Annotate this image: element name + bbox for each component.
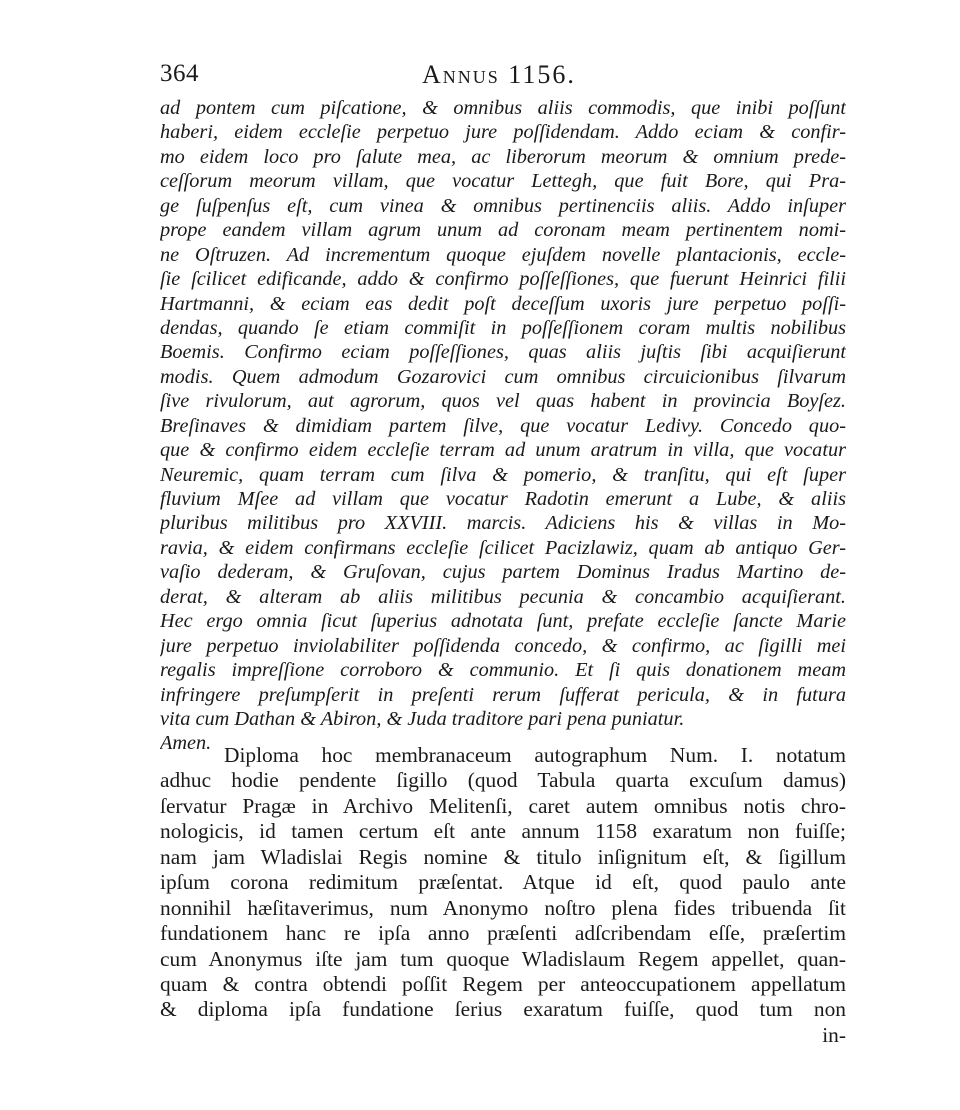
charter-line: derat, & alteram ab aliis militibus pecunia & concambio acquiſierant. bbox=[160, 585, 846, 608]
charter-line: ge ſuſpenſus eſt, cum vinea & omnibus pertinenciis aliis. Addo inſuper bbox=[160, 194, 846, 217]
commentary-line: Diploma hoc membranaceum autographum Num. I. notatum bbox=[224, 743, 846, 767]
charter-line: mo eidem loco pro ſalute mea, ac liberorum meorum & omnium prede- bbox=[160, 145, 846, 168]
charter-line: infringere preſumpſerit in preſenti rerum ſufferat pericula, & in futura bbox=[160, 683, 846, 706]
running-head bbox=[160, 58, 845, 94]
charter-line: ravia, & eidem confirmans eccleſie ſcilicet Pacizlawiz, quam ab antiquo Ger- bbox=[160, 536, 846, 559]
commentary-line: adhuc hodie pendente ſigillo (quod Tabula quarta excuſum damus) bbox=[160, 768, 846, 793]
commentary-line: ſervatur Pragæ in Archivo Melitenſi, caret autem omnibus notis chro- bbox=[160, 793, 846, 818]
commentary-line: fundationem hanc re ipſa anno præſenti adſcribendam eſſe, præſertim bbox=[160, 921, 846, 946]
page-number: 364 bbox=[160, 60, 199, 87]
charter-line: haberi, eidem eccleſie perpetuo jure poſſidendam. Addo eciam & confir- bbox=[160, 121, 846, 144]
commentary-line: nologicis, id tamen certum eſt ante annum 1158 exaratum non fuiſſe; bbox=[160, 819, 846, 844]
charter-line: ne Oſtruzen. Ad incrementum quoque ejuſdem novelle plantacionis, eccle- bbox=[160, 243, 846, 266]
charter-line: vita cum Dathan & Abiron, & Juda traditore pari pena puniatur. bbox=[160, 707, 685, 730]
charter-line: ceſſorum meorum villam, que vocatur Lettegh, que fuit Bore, qui Pra- bbox=[160, 170, 846, 193]
charter-line: regalis impreſſione corroboro & communio. Et ſi quis donationem meam bbox=[160, 659, 846, 682]
commentary-text bbox=[160, 743, 846, 1048]
charter-line: jure perpetuo inviolabiliter poſſidenda concedo, & confirmo, ac ſigilli mei bbox=[160, 634, 846, 657]
commentary-line: cum Anonymus iſte jam tum quoque Wladislaum Regem appellet, quan- bbox=[160, 946, 846, 971]
charter-line: Amen. bbox=[160, 732, 212, 755]
charter-line: prope eandem villam agrum unum ad coronam meam pertinentem nomi- bbox=[160, 219, 846, 242]
charter-line: modis. Quem admodum Gozarovici cum omnibus circuicionibus ſilvarum bbox=[160, 365, 846, 388]
commentary-line: & diploma ipſa fundatione ſerius exaratum fuiſſe, quod tum non bbox=[160, 997, 846, 1022]
charter-line: dendas, quando ſe etiam commiſit in poſſeſſionem coram multis nobilibus bbox=[160, 316, 846, 339]
charter-line: Breſinaves & dimidiam partem ſilve, que vocatur Ledivy. Concedo quo- bbox=[160, 414, 846, 437]
charter-line: pluribus militibus pro XXVIII. marcis. Adiciens his & villas in Mo- bbox=[160, 512, 846, 535]
commentary-line: nam jam Wladislai Regis nomine & titulo inſignitum eſt, & ſigillum bbox=[160, 844, 846, 869]
charter-line: vaſio dederam, & Gruſovan, cujus partem Dominus Iradus Martino de- bbox=[160, 561, 846, 584]
charter-line: ſie ſcilicet edificande, addo & confirmo poſſeſſiones, que fuerunt Heinrici filii bbox=[160, 268, 846, 291]
charter-line: Boemis. Confirmo eciam poſſeſſiones, quas aliis juſtis ſibi acquiſierunt bbox=[160, 341, 846, 364]
charter-text bbox=[160, 96, 846, 756]
commentary-line: ipſum corona redimitum præſentat. Atque id eſt, quod paulo ante bbox=[160, 870, 846, 895]
commentary-line: quam & contra obtendi poſſit Regem per anteoccupationem appellatum bbox=[160, 971, 846, 996]
charter-line: Hec ergo omnia ſicut ſuperius adnotata ſunt, prefate eccleſie ſancte Marie bbox=[160, 610, 846, 633]
catchword: in- bbox=[822, 1022, 846, 1047]
charter-line: ad pontem cum piſcatione, & omnibus aliis commodis, que inibi poſſunt bbox=[160, 97, 846, 119]
charter-line: que & confirmo eidem eccleſie terram ad unum aratrum in villa, que vocatur bbox=[160, 439, 846, 462]
charter-line: fluvium Mſee ad villam que vocatur Radotin emerunt a Lube, & aliis bbox=[160, 488, 846, 510]
running-title: Annus 1156. bbox=[422, 60, 576, 89]
charter-line: ſive rivulorum, aut agrorum, quos vel quas habent in provincia Boyſez. bbox=[160, 390, 846, 413]
commentary-line: nonnihil hæſitaverimus, num Anonymo noſtro plena fides tribuenda ſit bbox=[160, 895, 846, 920]
charter-line: Hartmanni, & eciam eas dedit poſt deceſſum uxoris jure perpetuo poſſi- bbox=[160, 292, 846, 315]
charter-line: Neuremic, quam terram cum ſilva & pomerio, & tranſitu, qui eſt ſuper bbox=[160, 463, 846, 486]
